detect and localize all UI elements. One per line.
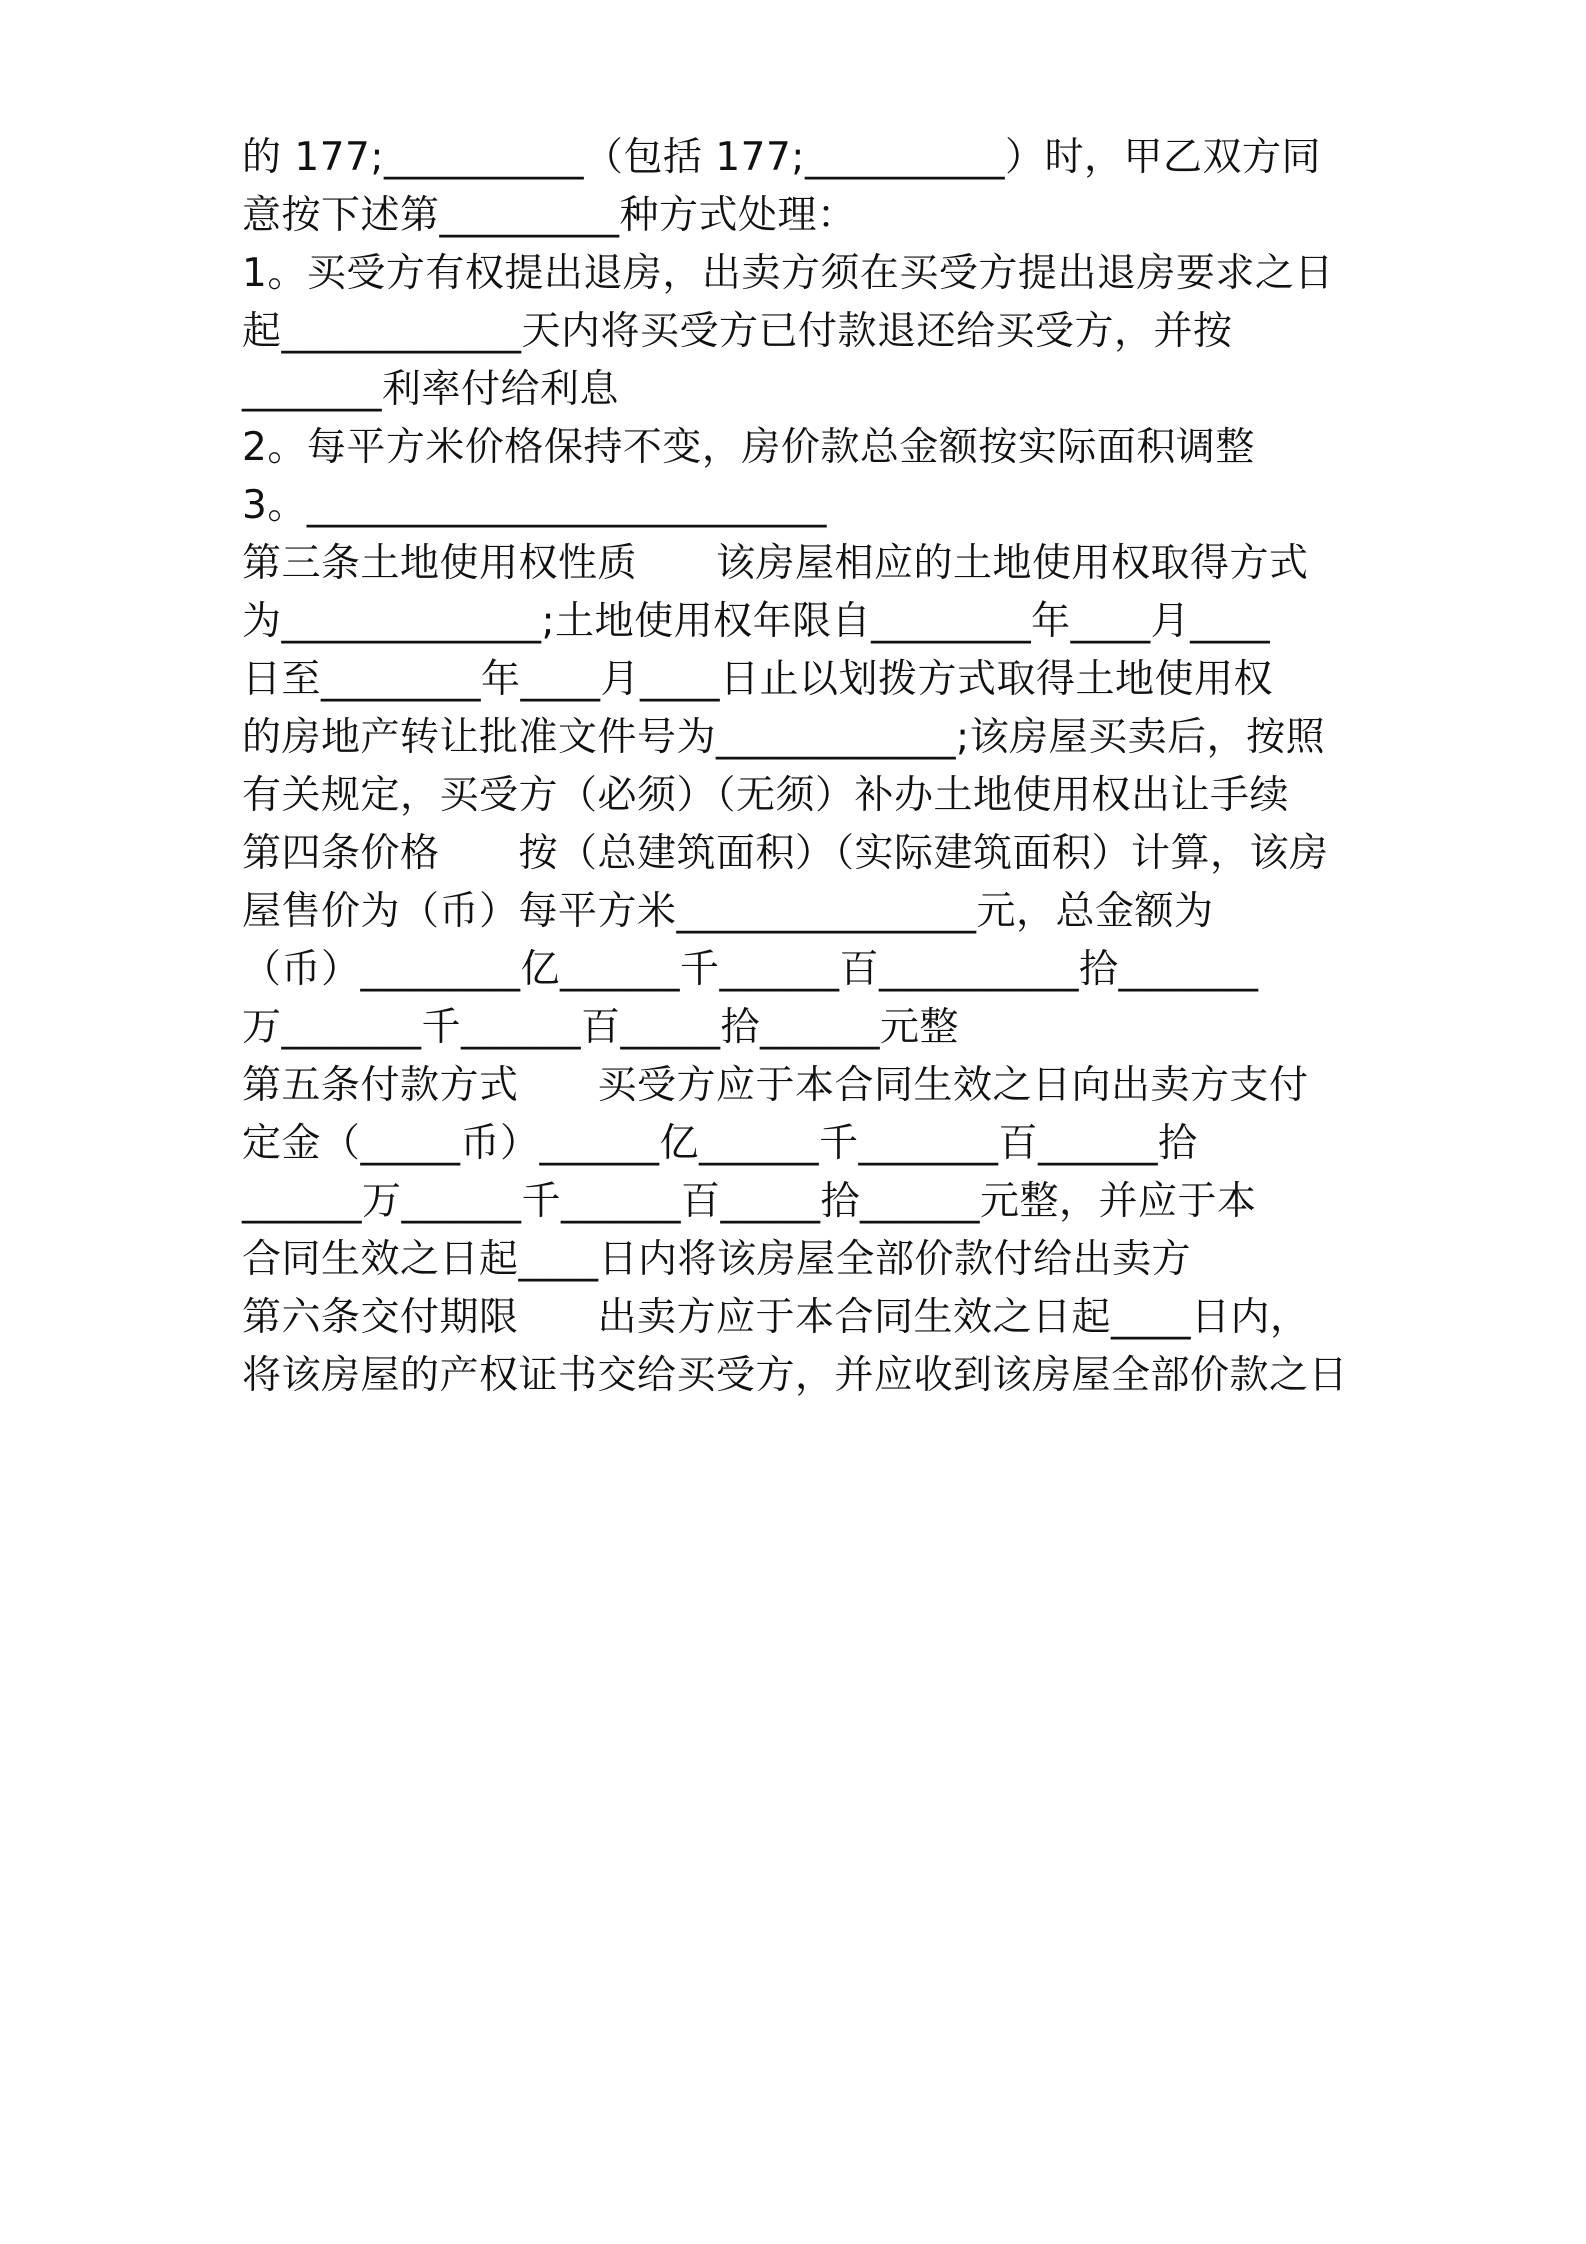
text-line-15: （币）________亿______千______百__________拾_______ <box>242 947 1259 992</box>
text-line-5: _______利率付给利息 <box>242 367 620 412</box>
section-heading-5: 第五条付款方式 买受方应于本合同生效之日向出卖方支付 <box>242 1063 1309 1108</box>
text-line-14: 屋售价为（币）每平方米_______________元，总金额为 <box>242 889 1214 934</box>
section-heading-3: 第三条土地使用权性质 该房屋相应的土地使用权取得方式 <box>242 541 1309 586</box>
text-line-1: 的 177;__________（包括 177;__________）时，甲乙双方同 <box>242 135 1321 180</box>
text-line-6: 2。每平方米价格保持不变，房价款总金额按实际面积调整 <box>242 425 1255 470</box>
text-line-7: 3。__________________________ <box>242 483 827 528</box>
text-line-19: ______万______千______百_____拾______元整，并应于本 <box>242 1179 1257 1224</box>
text-line-22: 将该房屋的产权证书交给买受方，并应收到该房屋全部价款之日 <box>242 1353 1349 1398</box>
text-line-16: 万_______千______百_____拾______元整 <box>242 1005 960 1050</box>
text-line-3: 1。买受方有权提出退房，出卖方须在买受方提出退房要求之日 <box>242 251 1334 296</box>
text-line-2: 意按下述第_________种方式处理： <box>242 193 857 238</box>
text-line-18: 定金（_____币）______亿______千_______百______拾 <box>242 1121 1198 1166</box>
text-line-9: 为_____________;土地使用权年限自________年____月____ <box>242 599 1271 644</box>
text-line-4: 起____________天内将买受方已付款退还给买受方，并按 <box>242 309 1233 354</box>
text-line-20: 合同生效之日起____日内将该房屋全部价款付给出卖方 <box>242 1237 1192 1282</box>
section-heading-4: 第四条价格 按（总建筑面积）（实际建筑面积）计算，该房 <box>242 831 1329 876</box>
text-line-10: 日至________年____月____日止以划拨方式取得土地使用权 <box>242 657 1274 702</box>
text-line-11: 的房地产转让批准文件号为____________;该房屋买卖后，按照 <box>242 715 1326 760</box>
text-line-12: 有关规定，买受方（必须）（无须）补办土地使用权出让手续 <box>242 773 1290 818</box>
section-heading-6: 第六条交付期限 出卖方应于本合同生效之日起____日内， <box>242 1295 1310 1340</box>
